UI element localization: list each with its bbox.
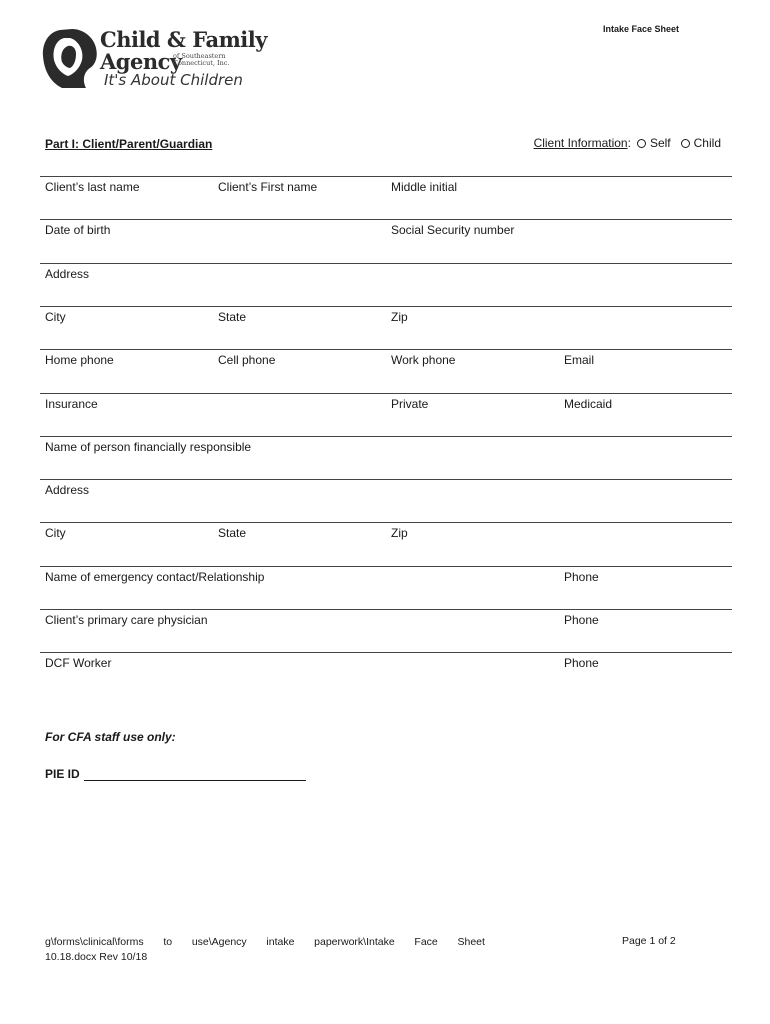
client-information: Client Information : Self Child — [533, 136, 721, 150]
footer-path-word: paperwork\Intake — [314, 936, 395, 948]
field-label[interactable]: DCF Worker — [45, 656, 112, 671]
field-label[interactable]: Cell phone — [218, 353, 276, 368]
field-label[interactable]: Home phone — [45, 353, 114, 368]
footer-path-word: to — [163, 936, 173, 948]
field-label[interactable]: Medicaid — [564, 396, 613, 411]
footer-path-line1 — [45, 935, 485, 950]
field-label[interactable]: Work phone — [391, 353, 456, 368]
row-divider — [40, 436, 732, 437]
pie-id-label: PIE ID — [45, 767, 80, 781]
radio-child[interactable] — [681, 139, 690, 148]
row-divider — [40, 479, 732, 480]
field-label[interactable]: City — [45, 526, 66, 541]
field-label[interactable]: Address — [45, 266, 90, 281]
field-label[interactable]: City — [45, 309, 66, 324]
footer-file-path — [45, 935, 485, 965]
logo-name-line1: Child & Family — [100, 27, 267, 52]
footer-path-word: g\forms\clinical\forms — [45, 936, 144, 948]
pie-id-input[interactable] — [84, 769, 306, 781]
field-label[interactable]: Insurance — [45, 396, 98, 411]
field-label[interactable]: Address — [45, 483, 90, 498]
row-divider — [40, 176, 732, 177]
logo-name-line2: Agency — [100, 49, 182, 74]
footer-path-word: Sheet — [457, 936, 485, 948]
field-label[interactable]: Client’s First name — [218, 180, 318, 194]
radio-child-label: Child — [693, 136, 721, 150]
part-title: Part I: Client/Parent/Guardian — [45, 137, 213, 151]
logo-subtitle — [173, 53, 229, 67]
field-label[interactable]: Social Security number — [391, 223, 515, 238]
field-label[interactable]: Name of emergency contact/Relationship — [45, 569, 265, 584]
field-label[interactable]: Client’s last name — [45, 180, 140, 194]
row-divider — [40, 306, 732, 307]
field-label[interactable]: Email — [564, 353, 595, 368]
field-label[interactable]: State — [218, 526, 247, 541]
field-label[interactable]: Phone — [564, 656, 599, 671]
field-label[interactable]: Middle initial — [391, 180, 458, 194]
radio-self[interactable] — [637, 139, 646, 148]
footer-path-word: Face — [414, 936, 438, 948]
field-label[interactable]: Zip — [391, 309, 408, 324]
field-label[interactable]: Zip — [391, 526, 408, 541]
row-divider — [40, 566, 732, 567]
radio-self-label: Self — [649, 136, 671, 150]
footer-path-word: intake — [266, 936, 295, 948]
document-title: Intake Face Sheet — [602, 24, 679, 34]
field-label[interactable]: Phone — [564, 613, 599, 627]
field-label[interactable]: Name of person financially responsible — [45, 439, 252, 454]
row-divider — [40, 393, 732, 394]
row-divider — [40, 349, 732, 350]
field-label[interactable]: State — [218, 309, 247, 324]
field-label[interactable]: Client’s primary care physician — [45, 613, 208, 627]
client-info-label: Client Information — [533, 136, 628, 150]
row-divider — [40, 652, 732, 653]
logo-tagline: It's About Children — [104, 71, 243, 89]
footer-path-word: use\Agency — [191, 936, 247, 948]
field-label[interactable]: Date of birth — [45, 223, 111, 238]
field-label[interactable]: Phone — [564, 569, 599, 584]
footer-path-line2: 10.18.docx Rev 10/18 — [45, 951, 148, 963]
field-label[interactable]: Private — [391, 396, 429, 411]
logo-subtitle-line1: of Southeastern — [173, 52, 226, 60]
row-divider — [40, 263, 732, 264]
page-number: Page 1 of 2 — [622, 935, 676, 947]
row-divider — [40, 522, 732, 523]
logo-subtitle-line2: Connecticut, Inc. — [173, 59, 230, 67]
row-divider — [40, 609, 732, 610]
pie-id-field — [45, 767, 306, 781]
row-divider — [40, 219, 732, 220]
staff-use-heading: For CFA staff use only: — [45, 730, 176, 744]
